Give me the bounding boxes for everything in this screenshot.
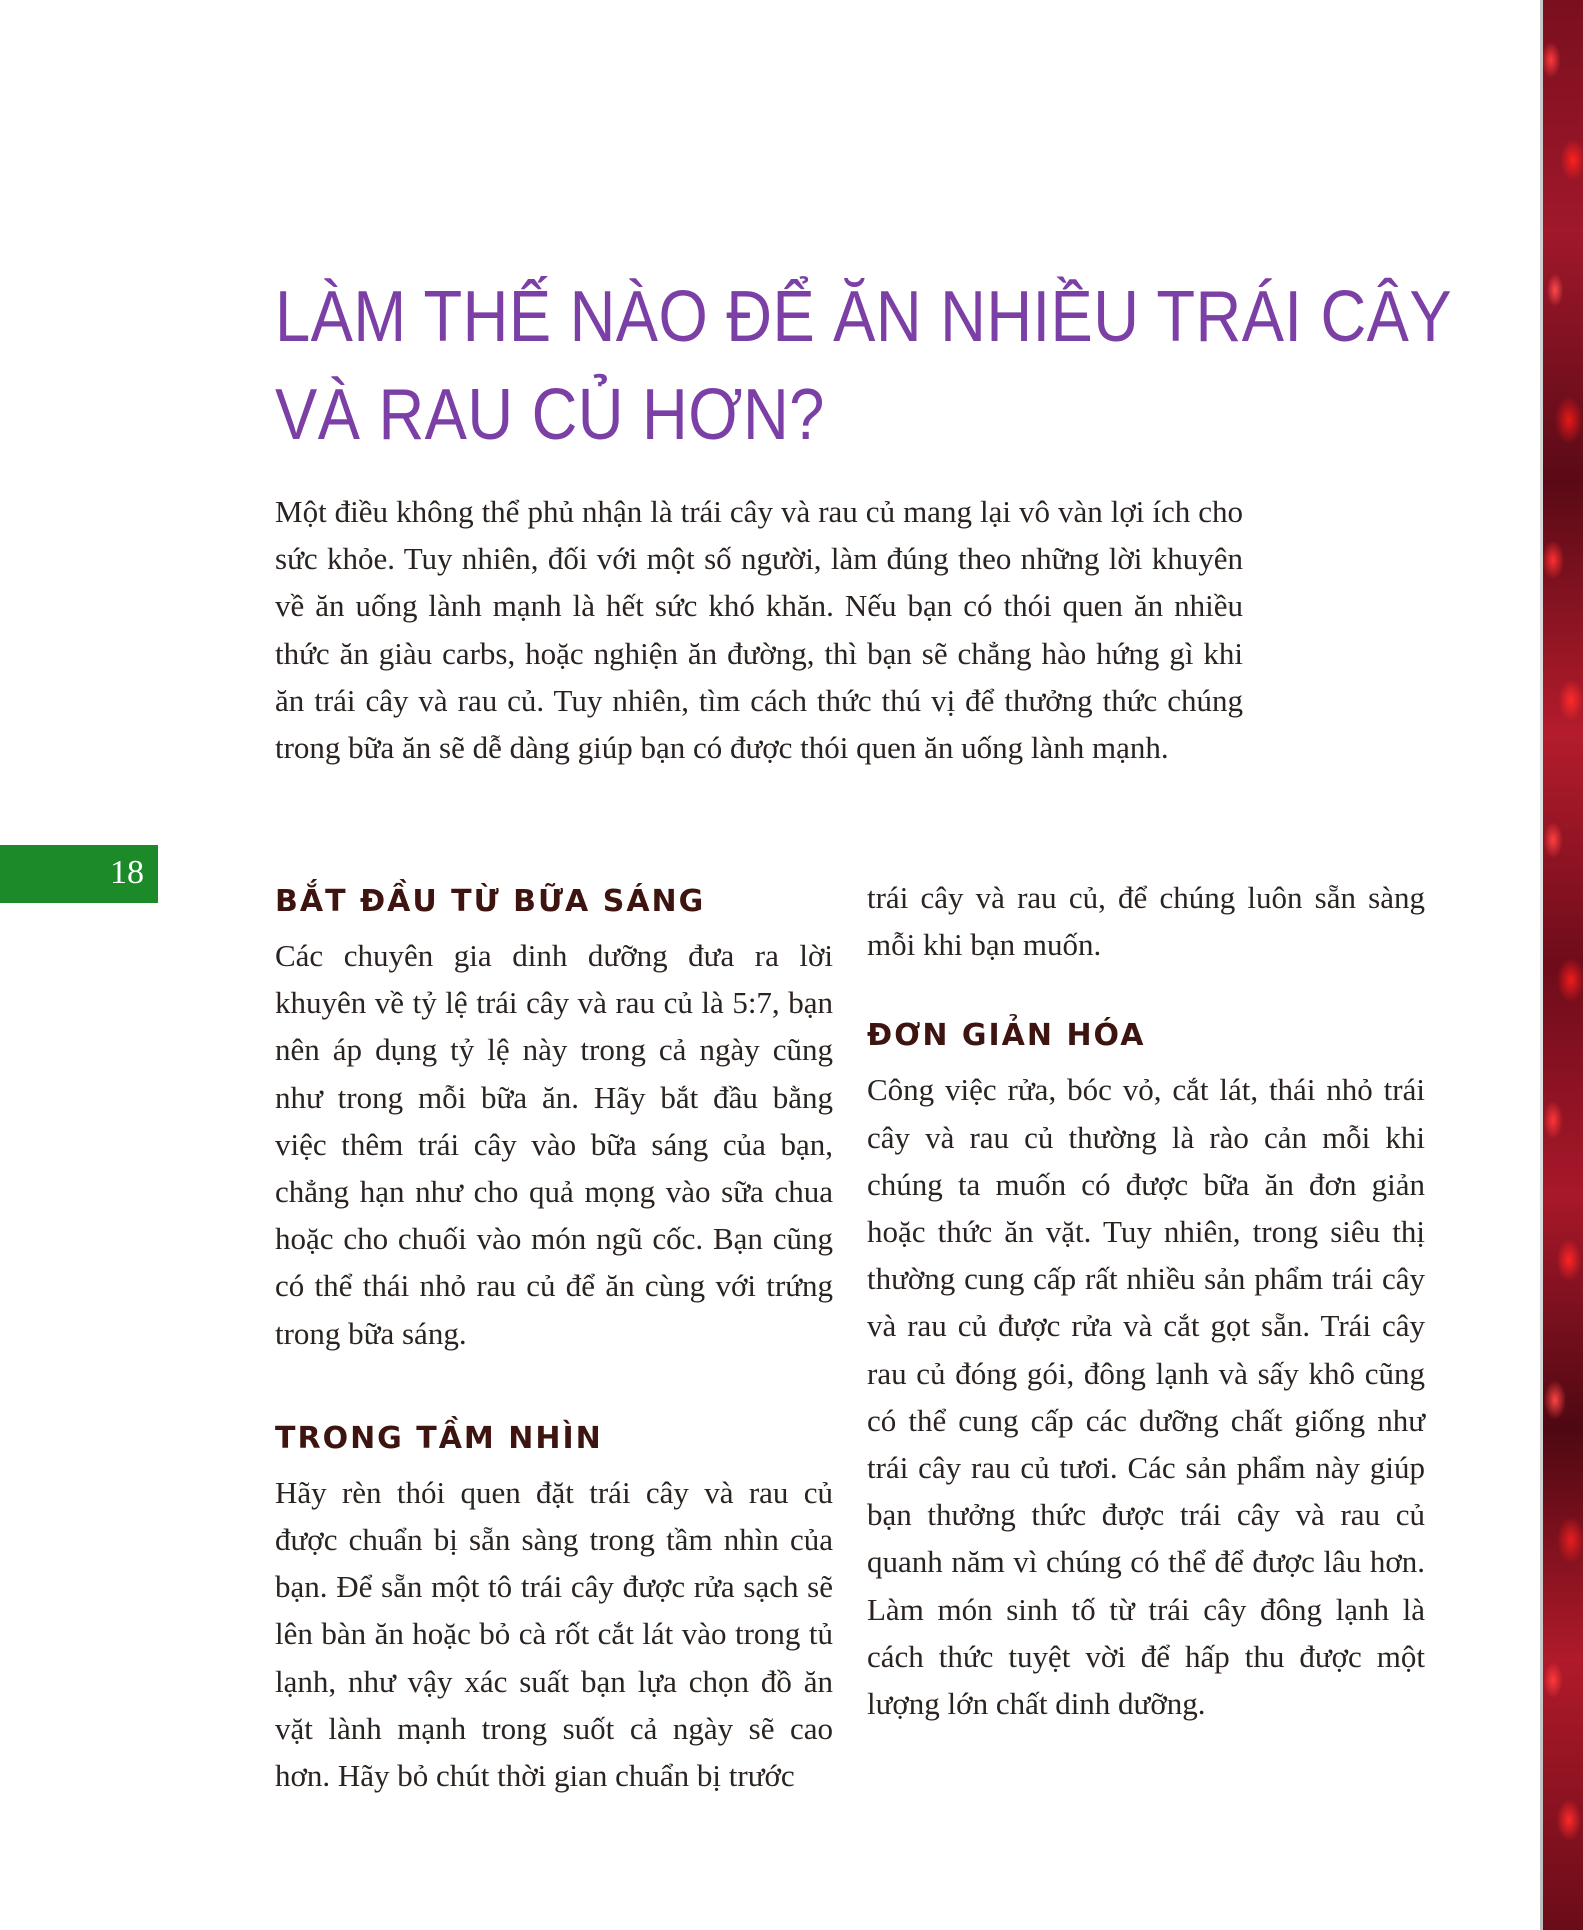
section-body-simplify: Công việc rửa, bóc vỏ, cắt lát, thái nhỏ trái cây và rau củ thường là rào cản mỗi khi chúng ta muốn có được bữa ăn đơn giản hoặc thức ăn vặt. Tuy nhiên, trong siêu thị thường cung cấp rất nhiều sản phẩm trái cây và rau củ được rửa và cắt gọt sẵn. Trái cây rau củ đóng gói, đông lạnh và sấy khô cũng có thể cung cấp các dưỡng chất giống như trái cây rau củ tươi. Các sản phẩm này giúp bạn thưởng thức được trái cây và rau củ quanh năm vì chúng có thể để được lâu hơn. Làm món sinh tố từ trái cây đông lạnh là cách thức tuyệt vời để hấp thu được một lượng lớn chất dinh dưỡng. [867,1072,1425,1722]
section-heading-simplify: ĐƠN GIẢN HÓA [867,1018,1146,1054]
red-fruit-photo-strip [1543,0,1583,1930]
right-column [867,876,1425,1727]
page-number: 18 [110,854,144,891]
section-heading-in-sight: TRONG TẦM NHÌN [275,1420,603,1456]
section-body-in-sight: Hãy rèn thói quen đặt trái cây và rau củ được chuẩn bị sẵn sàng trong tầm nhìn của bạn. Để sẵn một tô trái cây được rửa sạch sẽ lên bàn ăn hoặc bỏ cà rốt cắt lát vào trong tủ lạnh, như vậy xác suất bạn lựa chọn đồ ăn vặt lành mạnh trong suốt cả ngày sẽ cao hơn. Hãy bỏ chút thời gian chuẩn bị trước [275,1474,833,1794]
page-number-tab [0,845,158,903]
page-title-line-1: LÀM THẾ NÀO ĐỂ ĂN NHIỀU TRÁI CÂY [275,277,1453,357]
intro-paragraph: Một điều không thể phủ nhận là trái cây và rau củ mang lại vô vàn lợi ích cho sức khỏe. Tuy nhiên, đối với một số người, làm đúng theo những lời khuyên về ăn uống lành mạnh là hết sức khó khăn. Nếu bạn có thói quen ăn nhiều thức ăn giàu carbs, hoặc nghiện ăn đường, thì bạn sẽ chẳng hào hứng gì khi ăn trái cây và rau củ. Tuy nhiên, tìm cách thức thú vị để thưởng thức chúng trong bữa ăn sẽ dễ dàng giúp bạn có được thói quen ăn uống lành mạnh. [275,494,1243,766]
page-title [275,268,1453,464]
left-column [275,872,833,1799]
section-body-in-sight-continued: trái cây và rau củ, để chúng luôn sẵn sàng mỗi khi bạn muốn. [867,880,1425,963]
section-heading-breakfast: BẮT ĐẦU TỪ BỮA SÁNG [275,884,706,919]
section-body-breakfast: Các chuyên gia dinh dưỡng đưa ra lời khuyên về tỷ lệ trái cây và rau củ là 5:7, bạn nên áp dụng tỷ lệ này trong cả ngày cũng như trong mỗi bữa ăn. Hãy bắt đầu bằng việc thêm trái cây vào bữa sáng của bạn, chẳng hạn như cho quả mọng vào sữa chua hoặc cho chuối vào món ngũ cốc. Bạn cũng có thể thái nhỏ rau củ để ăn cùng với trứng trong bữa sáng. [275,938,833,1351]
page-title-line-2: VÀ RAU CỦ HƠN? [275,375,825,455]
